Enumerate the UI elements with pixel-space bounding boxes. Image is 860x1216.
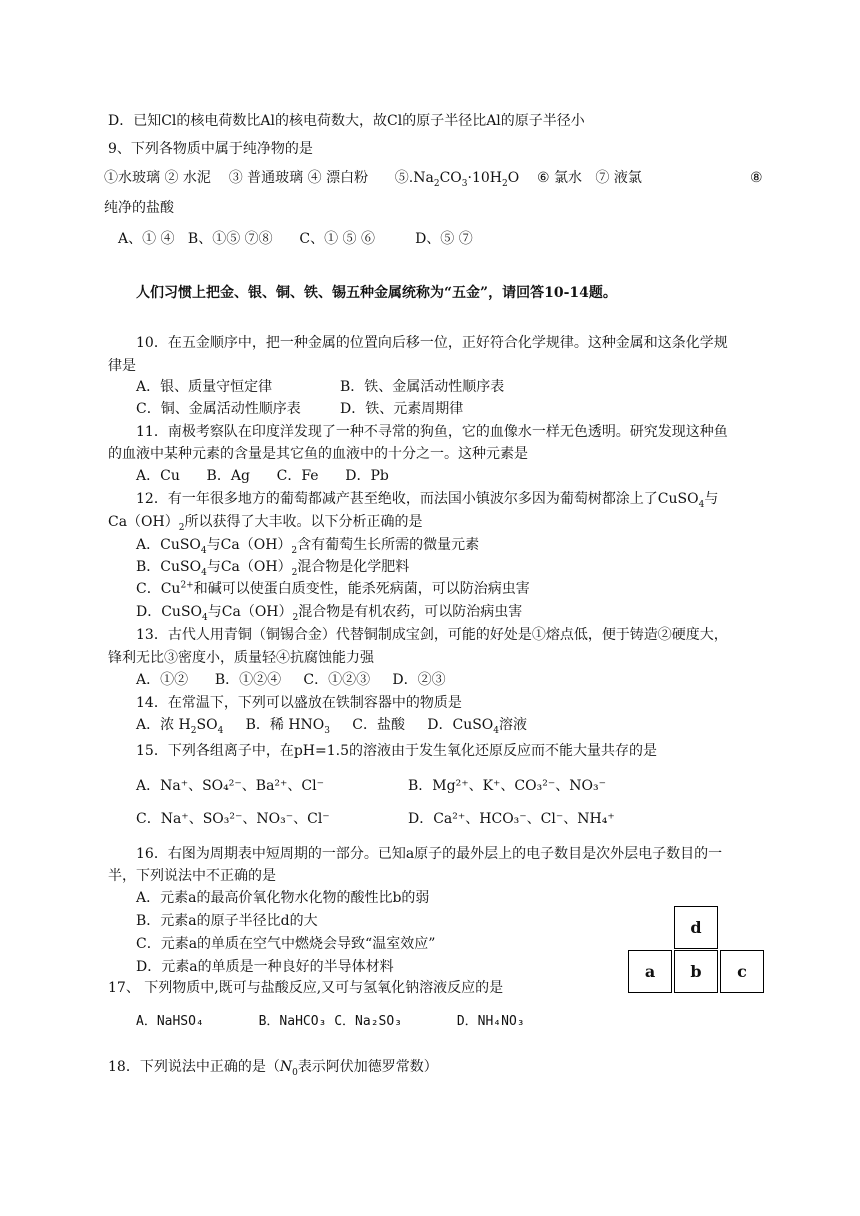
table-cell-d: d bbox=[674, 906, 718, 949]
q11-stem-2: 的血液中某种元素的含量是其它鱼的血液中的十分之一。这种元素是 bbox=[108, 446, 528, 462]
q10-option-d: D．铁、元素周期律 bbox=[340, 401, 464, 417]
q11-stem-1: 11．南极考察队在印度洋发现了一种不寻常的狗鱼，它的血像水一样无色透明。研究发现这种鱼 bbox=[136, 424, 728, 440]
q11-options: A．Cu B．Ag C．Fe D．Pb bbox=[136, 468, 389, 484]
q13-options: A．①② B．①②④ C．①②③ D．②③ bbox=[136, 672, 446, 688]
q9-options: A、① ④ B、①⑤ ⑦⑧ C、① ⑤ ⑥ D、⑤ ⑦ bbox=[118, 231, 473, 247]
table-cell-b: b bbox=[674, 950, 718, 993]
q12-stem-1: 12．有一年很多地方的葡萄都减产甚至绝收，而法国小镇波尔多因为葡萄树都涂上了CuSO$_4$与 bbox=[136, 491, 719, 510]
periodic-table-fragment bbox=[628, 906, 766, 996]
q14-stem: 14．在常温下，下列可以盛放在铁制容器中的物质是 bbox=[136, 695, 462, 711]
q16-option-b: B．元素a的原子半径比d的大 bbox=[136, 913, 318, 929]
q10-option-a: A．银、质量守恒定律 bbox=[136, 379, 273, 395]
q15-option-c: C．Na⁺、SO₃²⁻、NO₃⁻、Cl⁻ bbox=[136, 811, 330, 827]
q9-stem: 9、下列各物质中属于纯净物的是 bbox=[108, 141, 313, 157]
q12-option-c: C．$Cu^{2+}$和碱可以使蛋白质变性，能杀死病菌，可以防治病虫害 bbox=[136, 580, 530, 597]
q16-option-a: A．元素a的最高价氧化物水化物的酸性比b的弱 bbox=[136, 890, 430, 906]
q15-option-b: B．Mg²⁺、K⁺、CO₃²⁻、NO₃⁻ bbox=[408, 778, 606, 794]
q17-stem: 17、 下列物质中,既可与盐酸反应,又可与氢氧化钠溶液反应的是 bbox=[108, 980, 504, 996]
section-header: 人们习惯上把金、银、铜、铁、锡五种金属统称为“五金”，请回答10-14题。 bbox=[136, 285, 617, 301]
q15-stem: 15．下列各组离子中，在pH=1.5的溶液由于发生氧化还原反应而不能大量共存的是 bbox=[136, 743, 657, 759]
q10-option-b: B．铁、金属活动性顺序表 bbox=[340, 379, 505, 395]
table-cell-a: a bbox=[628, 950, 672, 993]
q8-option-d: D．已知Cl的核电荷数比Al的核电荷数大，故Cl的原子半径比Al的原子半径小 bbox=[108, 113, 585, 129]
q12-option-a: A．CuSO$_4$与$Ca(OH)_2$含有葡萄生长所需的微量元素 bbox=[136, 537, 480, 556]
q12-stem-2: $Ca(OH)_2$所以获得了大丰收。以下分析正确的是 bbox=[108, 514, 423, 533]
q9-items: ①水玻璃 ② 水泥 ③ 普通玻璃 ④ 漂白粉 $⑤.Na_2CO_3\cdot 10H_2O$ ⑥ 氯水 ⑦ 液氯 bbox=[104, 170, 642, 189]
q13-stem-2: 锋利无比③密度小，质量轻④抗腐蚀能力强 bbox=[108, 650, 374, 666]
q16-stem-1: 16．右图为周期表中短周期的一部分。已知a原子的最外层上的电子数目是次外层电子数目的一 bbox=[136, 846, 723, 862]
q12-option-d: D．CuSO$_4$与$Ca(OH)_2$混合物是有机农药，可以防治病虫害 bbox=[136, 604, 523, 623]
table-cell-c: c bbox=[720, 950, 764, 993]
q9-items-cont: 纯净的盐酸 bbox=[104, 200, 174, 216]
q9-item-8: ⑧ bbox=[750, 170, 763, 186]
q15-option-d: D．Ca²⁺、HCO₃⁻、Cl⁻、NH₄⁺ bbox=[408, 811, 615, 827]
q10-stem-2: 律是 bbox=[108, 358, 136, 374]
q17-options: A．NaHSO₄ B．NaHCO₃ C．Na₂SO₃ D．NH₄NO₃ bbox=[136, 1014, 525, 1029]
q10-stem-1: 10．在五金顺序中，把一种金属的位置向后移一位，正好符合化学规律。这种金属和这条化学规 bbox=[136, 335, 728, 351]
q16-stem-2: 半，下列说法中不正确的是 bbox=[108, 868, 276, 884]
q16-option-d: D．元素a的单质是一种良好的半导体材料 bbox=[136, 959, 394, 975]
q13-stem-1: 13．古代人用青铜（铜锡合金）代替铜制成宝剑，可能的好处是①熔点低，便于铸造②硬度大， bbox=[136, 627, 728, 643]
q12-option-b: B．CuSO$_4$与$Ca(OH)_2$混合物是化学肥料 bbox=[136, 559, 410, 578]
q16-option-c: C．元素a的单质在空气中燃烧会导致“温室效应” bbox=[136, 936, 436, 952]
q18-stem: 18．下列说法中正确的是（$N_0$表示阿伏加德罗常数） bbox=[108, 1059, 438, 1078]
q14-options: A．浓 $H_2SO_4$ B．稀 $HNO_3$ C．盐酸 D．CuSO$_4$溶液 bbox=[136, 717, 528, 736]
q15-option-a: A．Na⁺、SO₄²⁻、Ba²⁺、Cl⁻ bbox=[136, 778, 324, 794]
q10-option-c: C．铜、金属活动性顺序表 bbox=[136, 401, 301, 417]
